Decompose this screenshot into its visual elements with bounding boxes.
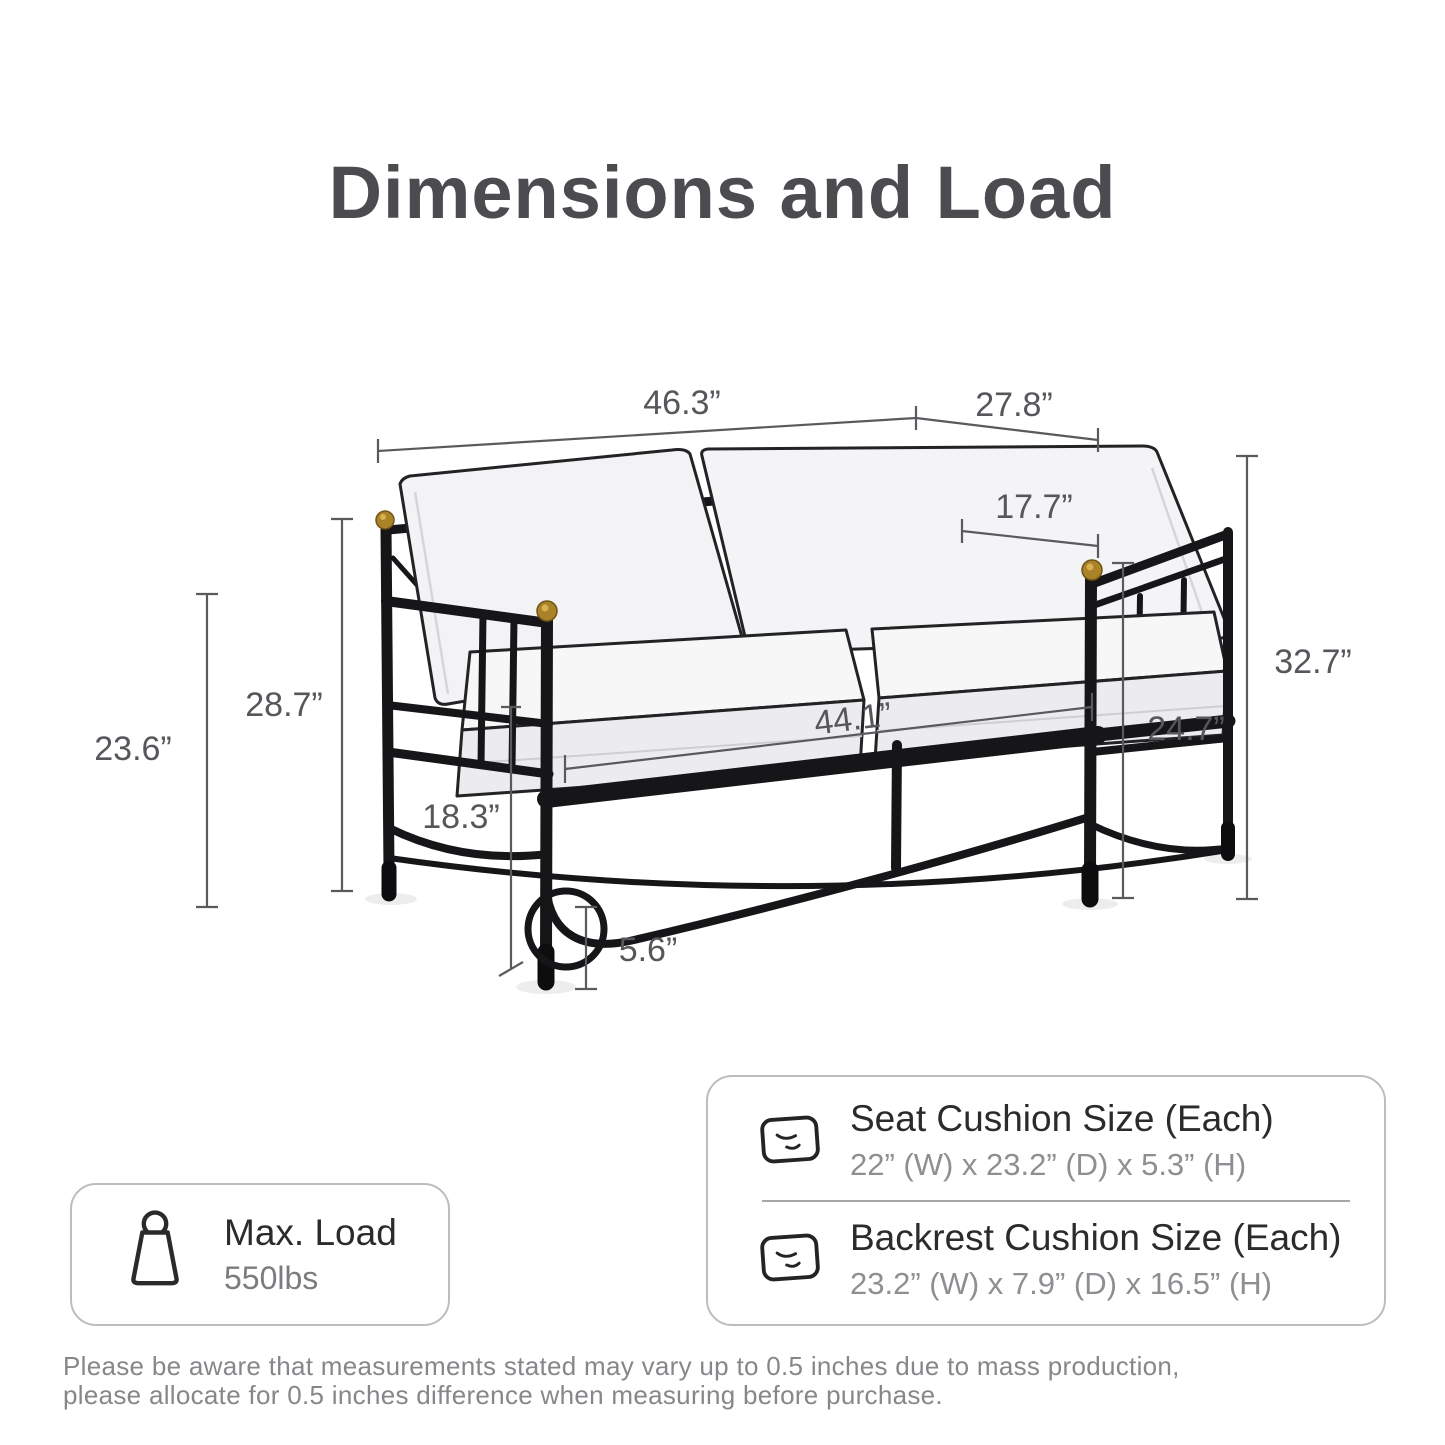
- backrest-cushion-title: Backrest Cushion Size (Each): [850, 1216, 1342, 1258]
- card-divider: [762, 1200, 1350, 1202]
- max-load-card: [70, 1183, 450, 1326]
- disclaimer-line-1: Please be aware that measurements stated may vary up to 0.5 inches due to mass production,: [63, 1351, 1180, 1381]
- disclaimer: [63, 1352, 1263, 1410]
- dim-total-height: [1236, 456, 1258, 899]
- dim-back-height-label: 24.7”: [1147, 710, 1225, 748]
- dim-seat-width-label: 44.1”: [812, 695, 894, 743]
- dim-depth-label: 27.8”: [975, 386, 1053, 424]
- cushion-icon: [756, 1228, 824, 1291]
- dim-arm-height: [196, 594, 218, 907]
- dim-total-height-label: 32.7”: [1274, 643, 1352, 681]
- dim-seat-frame-height-label: 18.3”: [422, 798, 500, 836]
- cushion-size-card: [706, 1075, 1386, 1326]
- dim-side-back-height-label: 28.7”: [245, 686, 323, 724]
- dim-ground-clearance: [575, 907, 597, 989]
- dim-arm-depth-label: 17.7”: [995, 488, 1073, 526]
- dim-side-back-height: [331, 519, 353, 891]
- backrest-cushion-size: 23.2” (W) x 7.9” (D) x 16.5” (H): [850, 1266, 1272, 1302]
- floor-shadows: [365, 854, 1252, 994]
- seat-cushion-title: Seat Cushion Size (Each): [850, 1097, 1274, 1139]
- page-title: Dimensions and Load: [328, 151, 1117, 234]
- seat-cushion-size: 22” (W) x 23.2” (D) x 5.3” (H): [850, 1147, 1247, 1183]
- weight-icon: [116, 1209, 194, 1300]
- dim-width-label: 46.3”: [643, 384, 721, 422]
- dim-ground-clearance-label: 5.6”: [618, 931, 678, 969]
- sofa-drawing: [365, 446, 1252, 994]
- disclaimer-line-2: please allocate for 0.5 inches difference when measuring before purchase.: [63, 1380, 943, 1410]
- seat-cushion-row: [756, 1085, 1356, 1198]
- max-load-value: 550lbs: [224, 1259, 319, 1296]
- max-load-label: Max. Load: [224, 1212, 397, 1254]
- backrest-cushion-row: [756, 1204, 1356, 1317]
- dim-arm-height-label: 23.6”: [94, 730, 172, 768]
- cushion-icon: [756, 1110, 824, 1173]
